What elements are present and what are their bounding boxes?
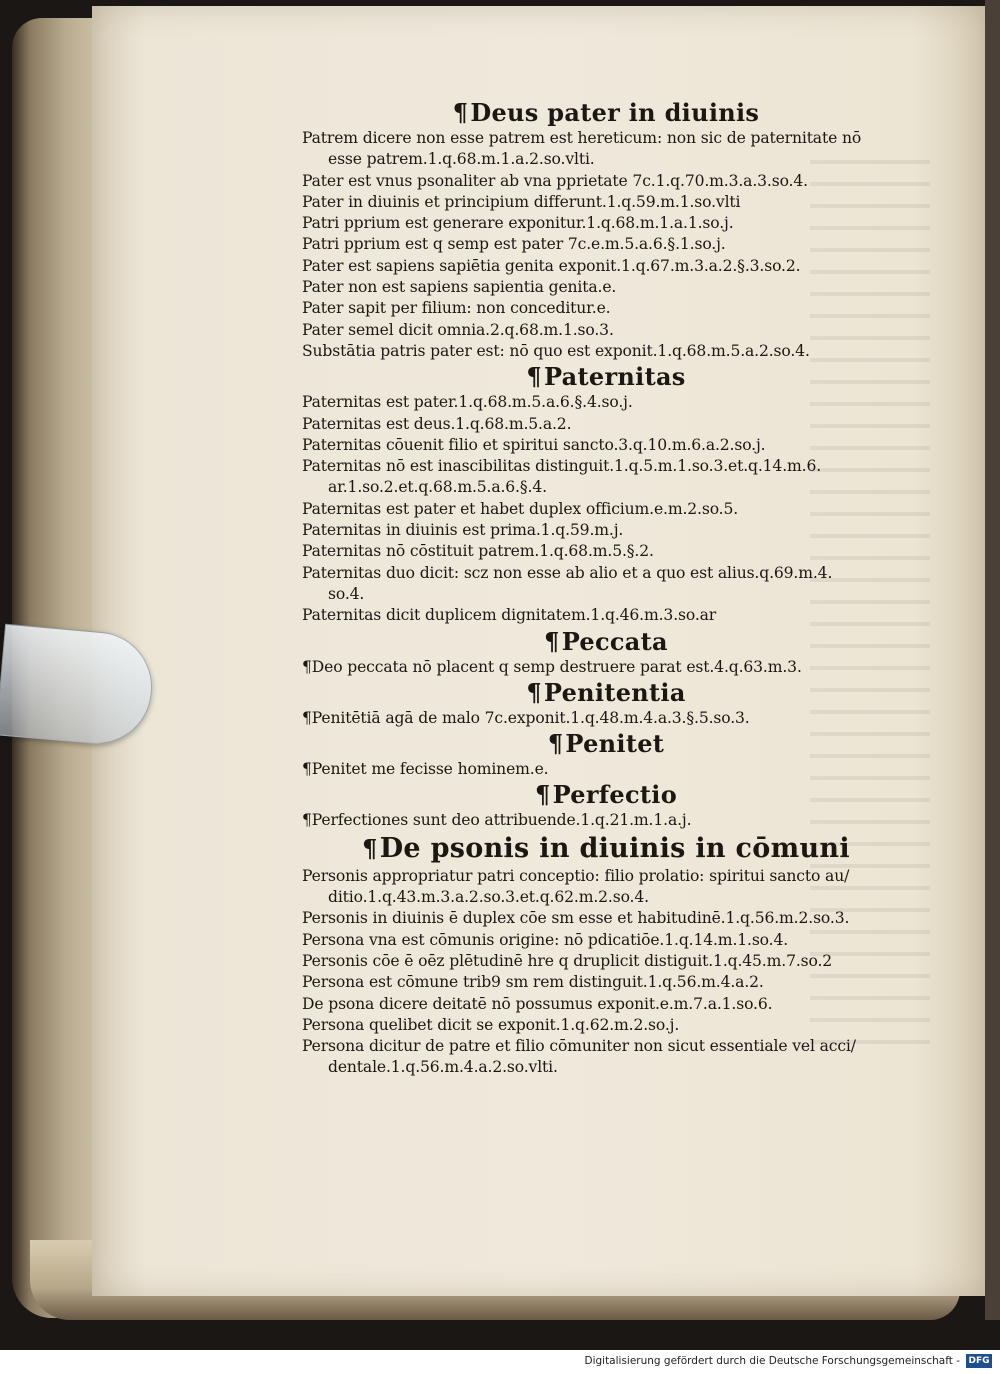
section-heading: ¶Peccata: [544, 626, 668, 656]
page-text: [300, 98, 912, 1079]
section-heading: ¶Penitet: [547, 729, 665, 759]
entry-line: Paternitas nō est inascibilitas distinguit.1.q.5.m.1.so.3.et.q.14.m.6.: [302, 457, 822, 476]
entry-line: Persona quelibet dicit se exponit.1.q.62.m.2.so.j.: [302, 1015, 680, 1034]
entry-line: Patri pprium est generare exponitur.1.q.68.m.1.a.1.so.j.: [302, 214, 734, 233]
entry-line: Patri pprium est q semp est pater 7c.e.m.5.a.6.§.1.so.j.: [302, 235, 726, 254]
entry-line: Paternitas nō cōstituit patrem.1.q.68.m.5.§.2.: [302, 542, 654, 561]
pilcrow-icon: ¶: [362, 833, 378, 863]
entry-line: ar.1.so.2.et.q.68.m.5.a.6.§.4.: [328, 478, 547, 497]
section-heading: ¶Deus pater in diuinis: [452, 98, 760, 127]
entry-line: Persona est cōmune trib9 sm rem distinguit.1.q.56.m.4.a.2.: [302, 973, 764, 992]
entry-line: ditio.1.q.43.m.3.a.2.so.3.et.q.62.m.2.so.4.: [328, 888, 649, 907]
pilcrow-icon: ¶: [452, 98, 469, 127]
entry-line: Paternitas est pater.1.q.68.m.5.a.6.§.4.so.j.: [302, 393, 633, 412]
entry-line: Personis cōe ē oēz plētudinē hre q druplicit distiguit.1.q.45.m.7.so.2: [302, 951, 833, 970]
pilcrow-icon: ¶: [547, 729, 564, 759]
entry-line: ¶Penitet me fecisse hominem.e.: [302, 760, 549, 779]
pilcrow-icon: ¶: [526, 362, 542, 392]
pilcrow-icon: ¶: [534, 780, 551, 810]
entry-line: Paternitas cōuenit filio et spiritui sancto.3.q.10.m.6.a.2.so.j.: [302, 435, 766, 454]
entry-line: Personis in diuinis ē duplex cōe sm esse et habitudinē.1.q.56.m.2.so.3.: [302, 909, 850, 928]
entry-line: Persona dicitur de patre et filio cōmuniter non sicut essentiale vel acci/: [302, 1037, 856, 1056]
entry-line: ¶Deo peccata nō placent q semp destruere parat est.4.q.63.m.3.: [302, 657, 802, 676]
footer-credit: Digitalisierung gefördert durch die Deutsche Forschungsgemeinschaft -: [584, 1355, 960, 1367]
entry-line: Pater non est sapiens sapientia genita.e.: [302, 278, 617, 297]
section-heading: ¶Paternitas: [526, 362, 686, 392]
entry-line: Substātia patris pater est: nō quo est exponit.1.q.68.m.5.a.2.so.4.: [302, 341, 810, 360]
entry-line: Pater in diuinis et principium differunt.1.q.59.m.1.so.vlti: [302, 192, 741, 211]
entry-line: so.4.: [328, 584, 365, 603]
binding-strip: [985, 0, 1000, 1320]
entry-line: ¶Perfectiones sunt deo attribuende.1.q.21.m.1.a.j.: [302, 811, 692, 830]
pilcrow-icon: ¶: [544, 626, 560, 656]
entry-line: Pater semel dicit omnia.2.q.68.m.1.so.3.: [302, 320, 614, 339]
entry-line: ¶Penitētiā agā de malo 7c.exponit.1.q.48.m.4.a.3.§.5.so.3.: [302, 708, 750, 727]
dfg-logo: DFG: [966, 1354, 992, 1368]
section-heading: ¶Perfectio: [534, 780, 677, 810]
entry-line: esse patrem.1.q.68.m.1.a.2.so.vlti.: [328, 150, 595, 169]
entry-line: dentale.1.q.56.m.4.a.2.so.vlti.: [328, 1058, 558, 1077]
entry-line: Paternitas est deus.1.q.68.m.5.a.2.: [302, 414, 572, 433]
entry-line: Paternitas dicit duplicem dignitatem.1.q.46.m.3.so.ar: [302, 606, 717, 625]
entry-line: Pater sapit per filium: non conceditur.e.: [302, 299, 611, 318]
pilcrow-icon: ¶: [526, 677, 542, 707]
entry-line: Persona vna est cōmunis origine: nō pdicatiōe.1.q.14.m.1.so.4.: [302, 930, 789, 949]
entry-line: De psona dicere deitatē nō possumus exponit.e.m.7.a.1.so.6.: [302, 994, 773, 1013]
entry-line: Paternitas est pater et habet duplex officium.e.m.2.so.5.: [302, 499, 739, 518]
entry-line: Pater est sapiens sapiētia genita exponit.1.q.67.m.3.a.2.§.3.so.2.: [302, 256, 801, 275]
entry-line: Personis appropriatur patri conceptio: filio prolatio: spiritui sancto au/: [302, 866, 850, 885]
entry-line: Pater est vnus psonaliter ab vna pprietate 7c.1.q.70.m.3.a.3.so.4.: [302, 171, 808, 190]
section-heading: ¶De psonis in diuinis in cōmuni: [362, 832, 850, 864]
entry-line: Paternitas duo dicit: scz non esse ab alio et a quo est alius.q.69.m.4.: [302, 563, 833, 582]
entry-line: Paternitas in diuinis est prima.1.q.59.m.j.: [302, 521, 624, 540]
section-heading: ¶Penitentia: [526, 677, 686, 707]
entry-line: Patrem dicere non esse patrem est hereticum: non sic de paternitate nō: [302, 129, 862, 147]
